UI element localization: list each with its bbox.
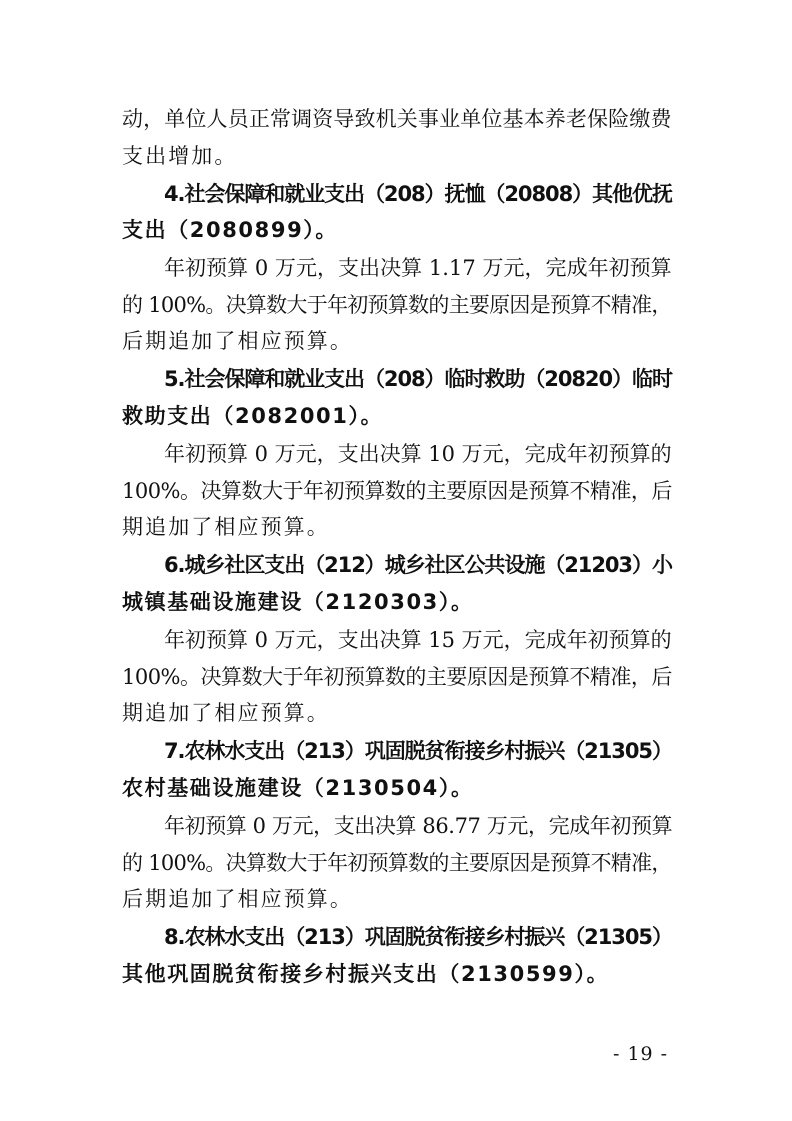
- body-text-line: 年初预算 0 万元，支出决算 86.77 万元，完成年初预算: [164, 814, 673, 838]
- body-text-line: 年初预算 0 万元，支出决算 1.17 万元，完成年初预算: [164, 256, 672, 280]
- section-heading-6: 6.城乡社区支出（212）城乡社区公共设施（21203）小: [164, 553, 672, 577]
- section-heading-7: 7.农林水支出（213）巩固脱贫衔接乡村振兴（21305）: [164, 739, 672, 763]
- section-heading-6-continued: 城镇基础设施建设（2120303）。: [122, 590, 474, 614]
- section-heading-8-continued: 其他巩固脱贫衔接乡村振兴支出（2130599）。: [122, 962, 610, 986]
- body-text-line: 支出增加。: [122, 144, 238, 168]
- section-heading-4-continued: 支出（2080899）。: [122, 218, 338, 242]
- body-text-line: 的 100%。决算数大于年初预算数的主要原因是预算不精准，: [122, 293, 672, 317]
- section-heading-5: 5.社会保障和就业支出（208）临时救助（20820）临时: [164, 367, 672, 391]
- section-heading-4: 4.社会保障和就业支出（208）抚恤（20808）其他优抚: [164, 182, 672, 206]
- body-text-line: 后期追加了相应预算。: [122, 329, 353, 353]
- body-text-line: 100%。决算数大于年初预算数的主要原因是预算不精准，后: [122, 479, 672, 503]
- body-text-line: 期追加了相应预算。: [122, 515, 330, 539]
- body-text-line: 100%。决算数大于年初预算数的主要原因是预算不精准，后: [122, 665, 672, 689]
- section-heading-8: 8.农林水支出（213）巩固脱贫衔接乡村振兴（21305）: [164, 925, 672, 949]
- body-text-line: 年初预算 0 万元，支出决算 10 万元，完成年初预算的: [164, 442, 672, 466]
- body-text-line: 期追加了相应预算。: [122, 701, 330, 725]
- section-heading-5-continued: 救助支出（2082001）。: [122, 404, 384, 428]
- body-text-line: 的 100%。决算数大于年初预算数的主要原因是预算不精准，: [122, 851, 672, 875]
- body-text-line: 动，单位人员正常调资导致机关事业单位基本养老保险缴费: [122, 107, 672, 131]
- body-text-line: 年初预算 0 万元，支出决算 15 万元，完成年初预算的: [164, 628, 672, 652]
- section-heading-7-continued: 农村基础设施建设（2130504）。: [122, 776, 474, 800]
- page-number: - 19 -: [613, 1043, 669, 1065]
- body-text-line: 后期追加了相应预算。: [122, 887, 353, 911]
